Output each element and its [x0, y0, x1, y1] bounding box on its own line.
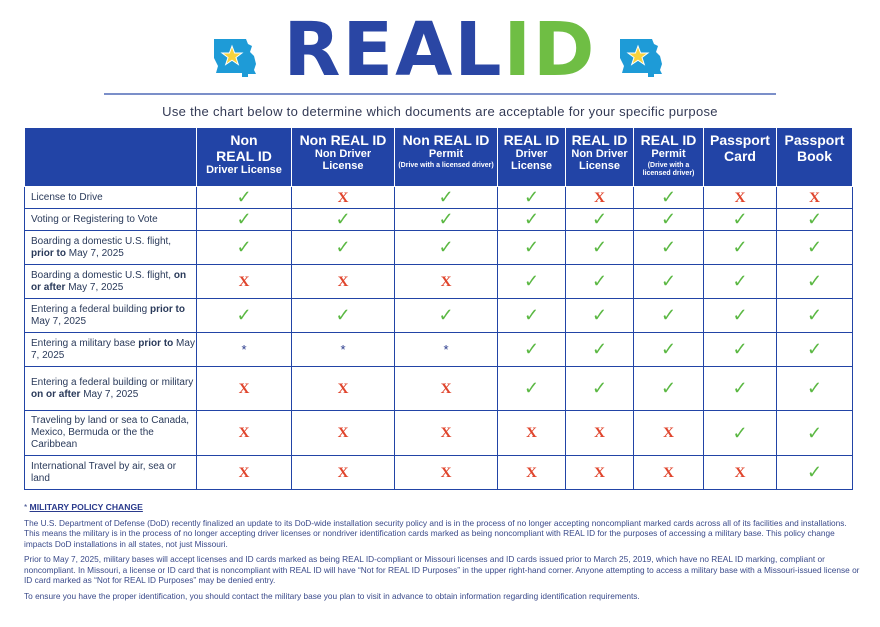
checkmark-icon: ✓: [806, 271, 823, 292]
asterisk-mark: *: [340, 341, 346, 357]
status-cell: [634, 411, 704, 456]
checkmark-icon: ✓: [438, 237, 454, 258]
x-mark-icon: X: [337, 464, 349, 481]
x-mark-icon: X: [337, 273, 349, 290]
status-cell: [566, 299, 634, 333]
status-cell: [777, 333, 853, 367]
x-mark-icon: X: [238, 273, 250, 290]
checkmark-icon: ✓: [236, 237, 252, 258]
status-cell: [197, 231, 292, 265]
status-cell: [498, 456, 566, 490]
checkmark-icon: ✓: [732, 271, 748, 292]
status-cell: [566, 333, 634, 367]
status-cell: [395, 367, 498, 411]
status-cell: [395, 456, 498, 490]
status-cell: [777, 231, 853, 265]
x-mark-icon: X: [663, 464, 674, 481]
status-cell: [197, 209, 292, 231]
status-cell: [498, 367, 566, 411]
column-header: REAL ID Driver License: [498, 128, 566, 187]
status-cell: [292, 265, 395, 299]
checkmark-icon: ✓: [660, 378, 677, 399]
divider: [104, 93, 776, 95]
title-id: ID: [503, 7, 597, 93]
status-cell: [566, 456, 634, 490]
checkmark-icon: ✓: [732, 237, 748, 258]
checkmark-icon: ✓: [438, 209, 454, 230]
x-mark-icon: X: [809, 189, 820, 206]
status-cell: [777, 299, 853, 333]
x-mark-icon: X: [594, 464, 605, 481]
checkmark-icon: ✓: [660, 339, 677, 360]
checkmark-icon: ✓: [732, 422, 748, 444]
table-row: [25, 265, 853, 299]
x-mark-icon: X: [337, 380, 349, 397]
status-cell: [197, 333, 292, 367]
policy-paragraph-2: Prior to May 7, 2025, military bases will accept licenses and ID cards marked as being REAL ID-compliant or Missouri licenses and ID cards issued prior to March 25, 2019, which have no REAL ID marking, compliant or noncompliant. In Missouri, a license or ID card that is noncompliant with REAL ID will have “Not for REAL ID Purposes” in the upper right-hand corner. Anyone attempting to access a military base with a Missouri-issued license or ID card marked as “Not for REAL ID Purposes” may be denied entry.: [24, 554, 860, 585]
military-policy-heading: MILITARY POLICY CHANGE: [29, 502, 143, 512]
checkmark-icon: ✓: [660, 209, 677, 230]
status-cell: [634, 333, 704, 367]
column-header: REAL ID Permit (Drive with a licensed driver): [634, 128, 704, 187]
status-cell: [777, 265, 853, 299]
status-cell: [704, 333, 777, 367]
status-cell: [566, 411, 634, 456]
status-cell: [197, 299, 292, 333]
column-header: Non REAL ID Permit (Drive with a licensed driver): [395, 128, 498, 187]
status-cell: [634, 299, 704, 333]
row-label: Entering a federal building or military on or after May 7, 2025: [25, 367, 197, 411]
status-cell: [704, 456, 777, 490]
column-header: REAL ID Non Driver License: [566, 128, 634, 187]
x-mark-icon: X: [440, 425, 452, 441]
status-cell: [704, 187, 777, 209]
x-mark-icon: X: [526, 425, 537, 441]
corner-cell: [25, 128, 197, 187]
status-cell: [777, 456, 853, 490]
header: [0, 0, 880, 119]
status-cell: [292, 209, 395, 231]
policy-paragraph-3: To ensure you have the proper identification, you should contact the military base you plan to visit in advance to obtain information regarding identification requirements.: [24, 590, 640, 601]
x-mark-icon: X: [594, 189, 605, 206]
asterisk-mark: *: [443, 341, 449, 357]
checkmark-icon: ✓: [806, 305, 823, 326]
status-cell: [566, 265, 634, 299]
asterisk: *: [24, 502, 30, 512]
x-mark-icon: X: [526, 464, 537, 481]
checkmark-icon: ✓: [523, 378, 540, 399]
checkmark-icon: ✓: [523, 187, 540, 208]
checkmark-icon: ✓: [806, 462, 823, 483]
row-label: Traveling by land or sea to Canada, Mexico, Bermuda or the the Caribbean: [25, 411, 197, 456]
asterisk-mark: *: [241, 341, 247, 357]
checkmark-icon: ✓: [806, 237, 823, 258]
checkmark-icon: ✓: [335, 209, 351, 230]
row-label: Entering a federal building prior to May 7, 2025: [25, 299, 197, 333]
column-header: Passport Book: [777, 128, 853, 187]
checkmark-icon: ✓: [732, 305, 748, 326]
status-cell: [197, 456, 292, 490]
missouri-state-icon: [618, 36, 664, 78]
status-cell: [777, 411, 853, 456]
checkmark-icon: ✓: [591, 339, 608, 360]
table-row: [25, 456, 853, 490]
status-cell: [395, 231, 498, 265]
status-cell: [498, 209, 566, 231]
status-cell: [395, 209, 498, 231]
status-cell: [704, 367, 777, 411]
status-cell: [566, 187, 634, 209]
table-row: [25, 411, 853, 456]
checkmark-icon: ✓: [236, 209, 252, 230]
row-label: Entering a military base prior to May 7, 2025: [25, 333, 197, 367]
status-cell: [704, 209, 777, 231]
status-cell: [634, 209, 704, 231]
checkmark-icon: ✓: [335, 305, 351, 326]
title-real: REAL: [283, 7, 504, 93]
row-label: International Travel by air, sea or land: [25, 456, 197, 490]
checkmark-icon: ✓: [591, 237, 608, 258]
checkmark-icon: ✓: [591, 271, 608, 292]
x-mark-icon: X: [440, 273, 452, 290]
status-cell: [704, 299, 777, 333]
row-label: Voting or Registering to Vote: [25, 209, 197, 231]
x-mark-icon: X: [594, 425, 605, 441]
checkmark-icon: ✓: [591, 378, 608, 399]
status-cell: [566, 209, 634, 231]
table-row: [25, 299, 853, 333]
status-cell: [292, 411, 395, 456]
checkmark-icon: ✓: [438, 187, 454, 208]
status-cell: [634, 265, 704, 299]
row-label: Boarding a domestic U.S. flight, on or after May 7, 2025: [25, 265, 197, 299]
x-mark-icon: X: [440, 380, 452, 397]
status-cell: [498, 265, 566, 299]
status-cell: [777, 367, 853, 411]
x-mark-icon: X: [238, 464, 250, 481]
status-cell: [498, 299, 566, 333]
status-cell: [777, 187, 853, 209]
checkmark-icon: ✓: [236, 305, 252, 326]
checkmark-icon: ✓: [732, 378, 748, 399]
status-cell: [292, 333, 395, 367]
column-header: Passport Card: [704, 128, 777, 187]
status-cell: [566, 367, 634, 411]
checkmark-icon: ✓: [806, 378, 823, 399]
status-cell: [292, 299, 395, 333]
column-header: Non REAL ID Driver License: [197, 128, 292, 187]
status-cell: [498, 231, 566, 265]
status-cell: [498, 333, 566, 367]
checkmark-icon: ✓: [591, 209, 608, 230]
status-cell: [292, 231, 395, 265]
status-cell: [292, 367, 395, 411]
status-cell: [704, 265, 777, 299]
row-label: License to Drive: [25, 187, 197, 209]
policy-paragraph-1: The U.S. Department of Defense (DoD) recently finalized an update to its DoD-wide installation security policy and is in the process of no longer accepting noncompliant marked cards across all of its facilities and installations. This means the military is in the process of no longer accepting driver licenses or nondriver identification cards marked as being noncompliant with REAL ID for the purposes of accessing a military base. This policy change impacts DoD installations in all states, not just Missouri.: [24, 517, 847, 549]
checkmark-icon: ✓: [335, 237, 351, 258]
status-cell: [498, 187, 566, 209]
checkmark-icon: ✓: [660, 237, 677, 258]
status-cell: [395, 411, 498, 456]
status-cell: [395, 265, 498, 299]
table-row: [25, 333, 853, 367]
checkmark-icon: ✓: [236, 187, 252, 208]
status-cell: [634, 231, 704, 265]
checkmark-icon: ✓: [523, 339, 540, 360]
status-cell: [498, 411, 566, 456]
row-label: Boarding a domestic U.S. flight, prior to May 7, 2025: [25, 231, 197, 265]
status-cell: [704, 411, 777, 456]
x-mark-icon: X: [337, 189, 349, 206]
checkmark-icon: ✓: [806, 209, 823, 230]
table-row: [25, 187, 853, 209]
checkmark-icon: ✓: [732, 339, 748, 360]
checkmark-icon: ✓: [438, 305, 454, 326]
checkmark-icon: ✓: [660, 271, 677, 292]
checkmark-icon: ✓: [806, 422, 823, 444]
status-cell: [197, 187, 292, 209]
page-title: [0, 8, 880, 92]
status-cell: [197, 265, 292, 299]
status-cell: [634, 456, 704, 490]
checkmark-icon: ✓: [523, 237, 540, 258]
x-mark-icon: X: [440, 464, 452, 481]
table-row: [25, 209, 853, 231]
checkmark-icon: ✓: [660, 305, 677, 326]
checkmark-icon: ✓: [523, 305, 540, 326]
checkmark-icon: ✓: [660, 187, 677, 208]
checkmark-icon: ✓: [523, 209, 540, 230]
status-cell: [395, 187, 498, 209]
status-cell: [197, 411, 292, 456]
x-mark-icon: X: [238, 425, 250, 441]
status-cell: [197, 367, 292, 411]
status-cell: [292, 456, 395, 490]
x-mark-icon: X: [337, 425, 349, 441]
status-cell: [704, 231, 777, 265]
x-mark-icon: X: [734, 189, 746, 206]
checkmark-icon: ✓: [806, 339, 823, 360]
table-row: [25, 367, 853, 411]
id-documents-table: [24, 127, 853, 490]
x-mark-icon: X: [734, 464, 746, 481]
status-cell: [634, 367, 704, 411]
checkmark-icon: ✓: [591, 305, 608, 326]
x-mark-icon: X: [238, 380, 250, 397]
table-row: [25, 231, 853, 265]
header-row: [25, 128, 853, 187]
status-cell: [566, 231, 634, 265]
status-cell: [292, 187, 395, 209]
subtitle: Use the chart below to determine which documents are acceptable for your specific purpose: [162, 104, 718, 119]
military-policy-notes: [24, 502, 860, 606]
status-cell: [777, 209, 853, 231]
checkmark-icon: ✓: [732, 209, 748, 230]
column-header: Non REAL ID Non Driver License: [292, 128, 395, 187]
status-cell: [395, 299, 498, 333]
status-cell: [634, 187, 704, 209]
checkmark-icon: ✓: [523, 271, 540, 292]
x-mark-icon: X: [663, 425, 674, 441]
status-cell: [395, 333, 498, 367]
